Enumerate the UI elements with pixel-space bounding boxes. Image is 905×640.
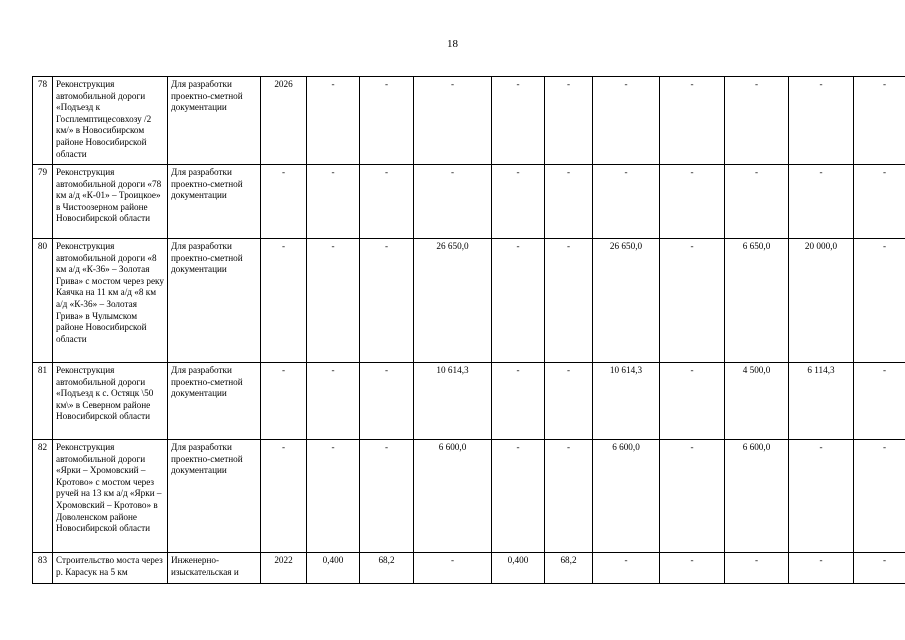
table-row [33, 239, 905, 363]
value-cell: - [545, 239, 593, 363]
value-cell: - [307, 440, 360, 553]
value-cell: - [660, 239, 725, 363]
value-cell: - [789, 553, 854, 584]
page-number: 18 [447, 38, 458, 50]
value-cell: - [545, 165, 593, 239]
value-cell: - [854, 77, 905, 165]
value-cell: - [593, 165, 660, 239]
row-number: 83 [33, 553, 53, 584]
purpose: Для разработки проектно-сметной документации [168, 239, 261, 363]
object-name: Реконструкция автомобильной дороги «78 км а/д «К-01» – Троицкое» в Чистоозерном районе Новосибирской области [53, 165, 168, 239]
object-name: Реконструкция автомобильной дороги «Подъезд к Госплемптицесовхозу /2 км/» в Новосибирском районе Новосибирской области [53, 77, 168, 165]
value-cell: 0,400 [307, 553, 360, 584]
purpose: Для разработки проектно-сметной документации [168, 363, 261, 440]
value-cell: - [660, 363, 725, 440]
value-cell: 6 600,0 [414, 440, 492, 553]
value-cell: - [307, 363, 360, 440]
data-table [32, 76, 905, 584]
value-cell: - [307, 239, 360, 363]
value-cell: - [854, 239, 905, 363]
value-cell: 10 614,3 [593, 363, 660, 440]
value-cell: - [360, 77, 414, 165]
purpose: Для разработки проектно-сметной документации [168, 440, 261, 553]
object-name: Реконструкция автомобильной дороги «Ярки – Хромовский – Кротово» с мостом через ручей на 13 км а/д «Ярки – Хромовский – Кротово» в Доволенском районе Новосибирской области [53, 440, 168, 553]
purpose: Для разработки проектно-сметной документации [168, 77, 261, 165]
value-cell: 26 650,0 [593, 239, 660, 363]
year-cell: - [261, 363, 307, 440]
value-cell: 0,400 [492, 553, 545, 584]
value-cell: - [360, 165, 414, 239]
value-cell: - [414, 165, 492, 239]
value-cell: 68,2 [545, 553, 593, 584]
object-name: Строительство моста через р. Карасук на 5 км [53, 553, 168, 584]
table-row [33, 553, 905, 584]
value-cell: - [492, 239, 545, 363]
table-body [33, 77, 905, 584]
value-cell: 6 600,0 [725, 440, 789, 553]
purpose: Инженерно-изыскательская и [168, 553, 261, 584]
value-cell: - [789, 440, 854, 553]
value-cell: - [307, 77, 360, 165]
value-cell: - [360, 440, 414, 553]
table-row [33, 165, 905, 239]
table-row [33, 440, 905, 553]
value-cell: - [660, 553, 725, 584]
year-cell: - [261, 165, 307, 239]
value-cell: - [492, 165, 545, 239]
value-cell: - [360, 239, 414, 363]
value-cell: 20 000,0 [789, 239, 854, 363]
value-cell: - [854, 363, 905, 440]
table-row [33, 363, 905, 440]
value-cell: - [492, 440, 545, 553]
year-cell: 2022 [261, 553, 307, 584]
value-cell: - [492, 77, 545, 165]
row-number: 78 [33, 77, 53, 165]
value-cell: - [854, 553, 905, 584]
value-cell: 6 650,0 [725, 239, 789, 363]
value-cell: - [360, 363, 414, 440]
value-cell: - [789, 77, 854, 165]
value-cell: - [660, 440, 725, 553]
value-cell: 6 600,0 [593, 440, 660, 553]
value-cell: - [307, 165, 360, 239]
value-cell: - [725, 165, 789, 239]
value-cell: - [660, 77, 725, 165]
year-cell: 2026 [261, 77, 307, 165]
value-cell: 26 650,0 [414, 239, 492, 363]
value-cell: - [414, 553, 492, 584]
value-cell: - [492, 363, 545, 440]
value-cell: - [545, 363, 593, 440]
value-cell: - [414, 77, 492, 165]
row-number: 82 [33, 440, 53, 553]
value-cell: 6 114,3 [789, 363, 854, 440]
value-cell: - [545, 440, 593, 553]
value-cell: - [593, 553, 660, 584]
year-cell: - [261, 239, 307, 363]
value-cell: - [593, 77, 660, 165]
value-cell: - [660, 165, 725, 239]
row-number: 80 [33, 239, 53, 363]
year-cell: - [261, 440, 307, 553]
object-name: Реконструкция автомобильной дороги «8 км а/д «К-36» – Золотая Грива» с мостом через реку Каячка на 11 км а/д «8 км а/д «К-36» – Золотая Грива» в Чулымском районе Новосибирской области [53, 239, 168, 363]
value-cell: - [725, 553, 789, 584]
value-cell: - [789, 165, 854, 239]
table-row [33, 77, 905, 165]
row-number: 79 [33, 165, 53, 239]
value-cell: - [725, 77, 789, 165]
value-cell: - [854, 165, 905, 239]
value-cell: 10 614,3 [414, 363, 492, 440]
value-cell: 68,2 [360, 553, 414, 584]
value-cell: - [545, 77, 593, 165]
value-cell: - [854, 440, 905, 553]
object-name: Реконструкция автомобильной дороги «Подъезд к с. Остяцк \50 км\» в Северном районе Новосибирской области [53, 363, 168, 440]
row-number: 81 [33, 363, 53, 440]
value-cell: 4 500,0 [725, 363, 789, 440]
purpose: Для разработки проектно-сметной документации [168, 165, 261, 239]
